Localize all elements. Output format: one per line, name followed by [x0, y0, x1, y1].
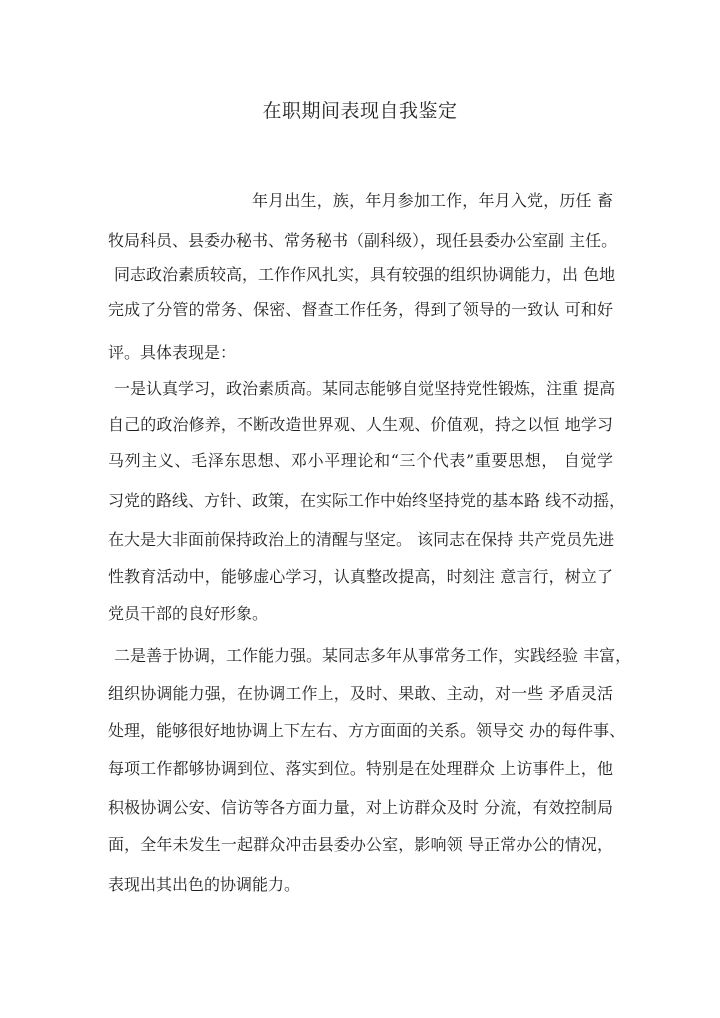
- paragraph-line: 积极协调公安、信访等各方面力量，对上访群众及时 分流，有效控制局: [108, 798, 613, 817]
- paragraph-line: 每项工作都够协调到位、落实到位。特别是在处理群众 上访事件上，他: [108, 759, 613, 778]
- paragraph-line: 习党的路线、方针、政策，在实际工作中始终坚持党的基本路 线不动摇，: [108, 491, 626, 510]
- paragraph-line: 自己的政治修养，不断改造世界观、人生观、价值观，持之以恒 地学习: [108, 415, 613, 434]
- paragraph-line: 表现出其出色的协调能力。: [108, 875, 301, 894]
- paragraph-line: 在大是大非面前保持政治上的清醒与坚定。 该同志在保持 共产党员先进: [108, 530, 615, 549]
- paragraph-line: 面，全年未发生一起群众冲击县委办公室，影响领 导正常办公的情况，: [108, 835, 613, 854]
- paragraph-line: 处理，能够很好地协调上下左右、方方面面的关系。领导交 办的每件事、: [108, 721, 626, 740]
- document-title: 在职期间表现自我鉴定: [262, 100, 458, 122]
- paragraph-line: 完成了分管的常务、保密、督查工作任务，得到了领导的一致认 可和好: [108, 300, 613, 319]
- paragraph-line: 党员干部的良好形象。: [108, 604, 269, 623]
- paragraph-line: 年月出生，族，年月参加工作，年月入党，历任 畜: [252, 191, 613, 210]
- paragraph-line: 牧局科员、县委办秘书、常务秘书（副科级），现任县委办公室副 主任。: [108, 231, 618, 250]
- paragraph-line: 同志政治素质较高，工作作风扎实，具有较强的组织协调能力，出 色地: [114, 265, 616, 284]
- paragraph-line: 马列主义、毛泽东思想、邓小平理论和“三个代表”重要思想， 自觉学: [108, 451, 613, 470]
- paragraph-line: 组织协调能力强，在协调工作上，及时、果敢、主动，对一些 矛盾灵活: [108, 684, 613, 703]
- paragraph-line: 性教育活动中，能够虚心学习，认真整改提高，时刻注 意言行，树立了: [108, 567, 613, 586]
- paragraph-line: 一是认真学习，政治素质高。某同志能够自觉坚持党性锻炼，注重 提高: [114, 379, 616, 398]
- paragraph-line: 评。具体表现是：: [108, 343, 237, 362]
- paragraph-line: 二是善于协调，工作能力强。某同志多年从事常务工作，实践经验 丰富，: [114, 646, 632, 665]
